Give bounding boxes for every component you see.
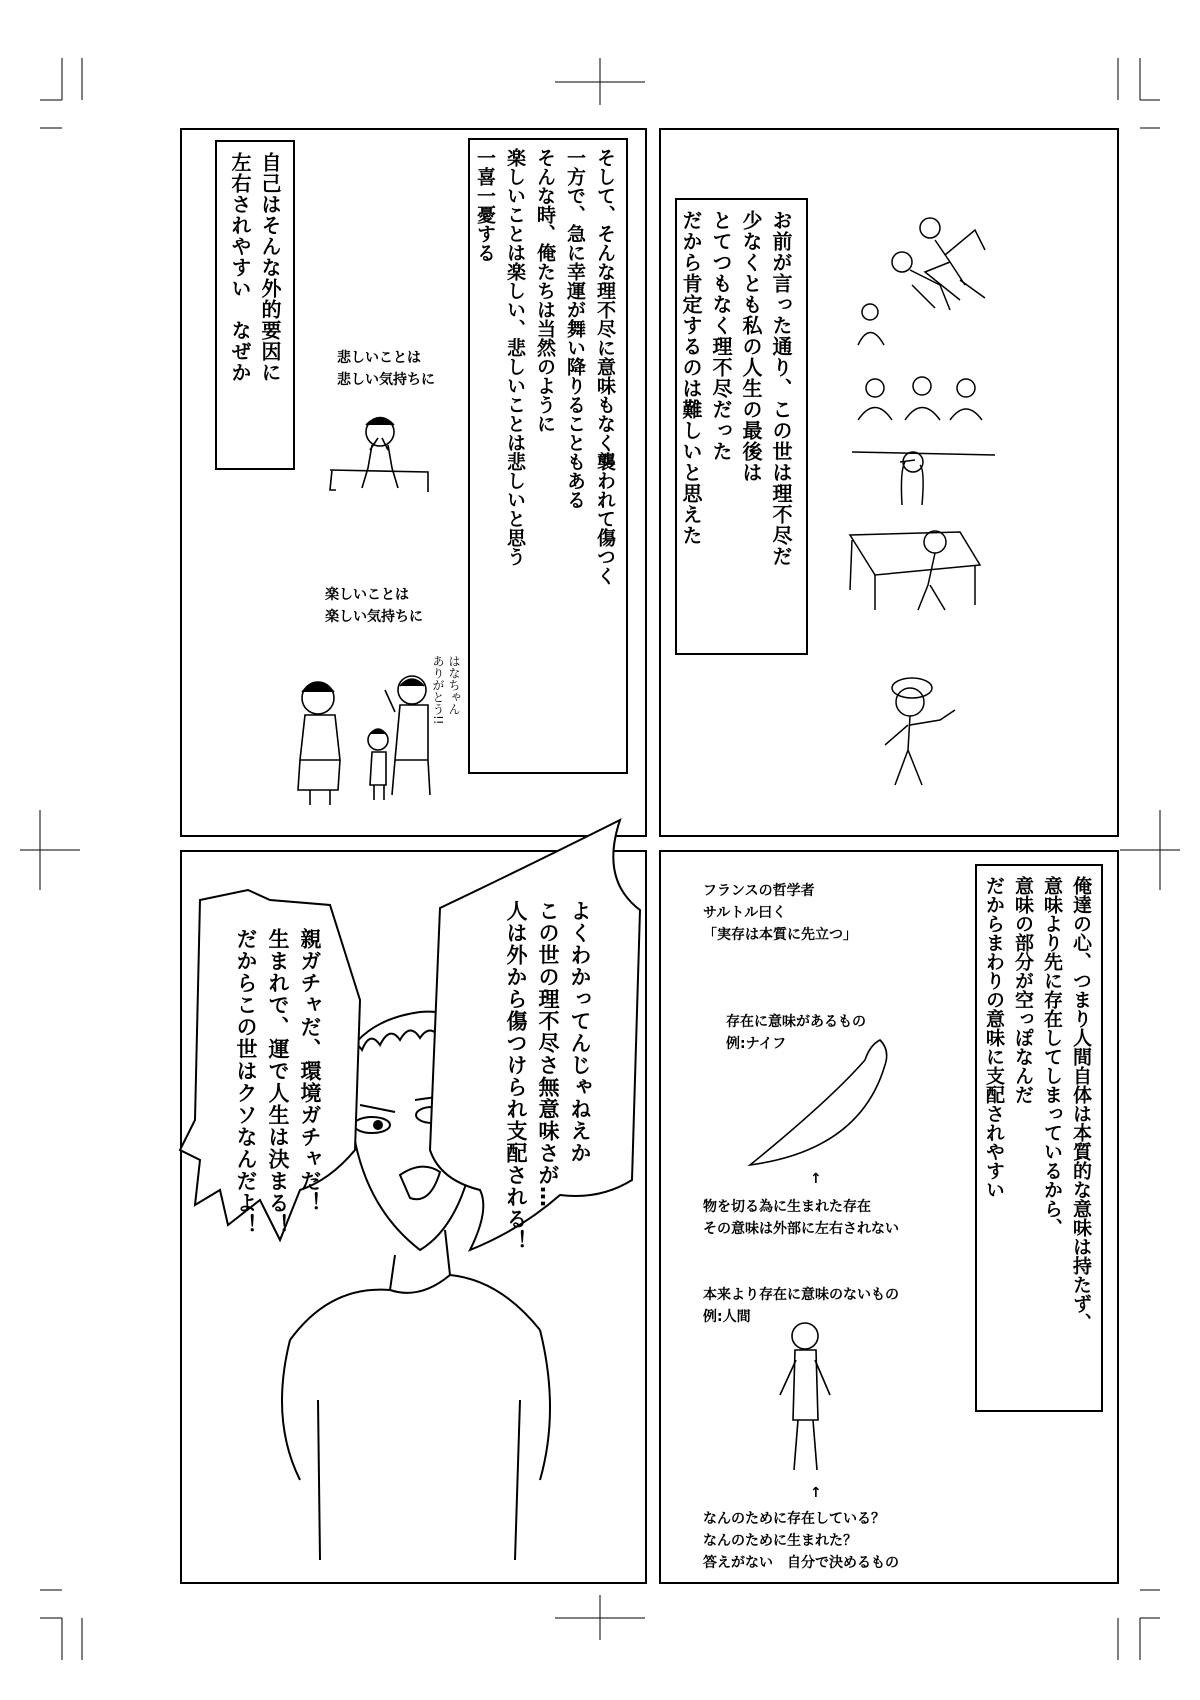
narration-box-top-right <box>675 198 808 655</box>
knife-drawing <box>750 1040 887 1165</box>
narration-text-side: 自己はそんな外的要因に 左右されやすい なぜか <box>228 152 282 383</box>
narration-text: お前が言った通り、この世は理不尽だ 少なくとも私の人生の最後は とてつもなく理不尽だった だから肯定するのは難しいと思えた <box>679 210 793 567</box>
speech-text-left: 親ガチャだ、環境ガチャだ！ 生まれで、運で人生は決まる！ だからこの世はクソなんだよ！ <box>234 928 322 1236</box>
knife-arrow: ↑ <box>810 1171 822 1187</box>
caption-sad: 悲しいことは 悲しい気持ちに <box>337 350 435 388</box>
knife-note: 物を切る為に生まれた存在 その意味は外部に左右されない <box>703 1199 899 1237</box>
human-drawing <box>780 1323 830 1470</box>
happy-figures <box>298 676 430 805</box>
sad-figure <box>330 418 428 493</box>
sartre-caption: フランスの哲学者 サルトル曰く 「実存は本質に先立つ」 <box>703 883 857 943</box>
memory-sketches <box>850 218 995 785</box>
narration-box-top-left-main <box>468 138 628 774</box>
handwritten-thanks: はなちゃん ありがとう!! <box>431 655 461 725</box>
human-label: 本来より存在に意味のないもの 例:人間 <box>703 1287 899 1325</box>
human-note: なんのために存在している？ なんのために生まれた？ 答えがない 自分で決めるもの <box>703 1511 899 1571</box>
narration-box-bottom-right <box>975 864 1103 1412</box>
narration-box-top-left-side <box>215 140 295 470</box>
narration-text-main: そして、そんな理不尽に意味もなく襲われて傷つく 一方で、急に幸運が舞い降りることもある そんな時、俺たちは当然のように 楽しいことは楽しい、悲しいことは悲しいと思う 一喜一憂する <box>474 148 616 585</box>
speech-text-right: よくわかってんじゃねえか この世の理不尽さ無意味さが… 人は外から傷つけられ支配される！ <box>504 900 592 1252</box>
caption-happy: 楽しいことは 楽しい気持ちに <box>325 587 423 625</box>
human-arrow: ↑ <box>810 1485 822 1501</box>
narration-text: 俺達の心、つまり人間自体は本質的な意味は持たず、 意味より先に存在してしまっているから、 意味の部分が空っぽなんだ だからまわりの意味に支配されやすい <box>983 876 1092 1332</box>
knife-label: 存在に意味があるもの 例:ナイフ <box>726 1014 866 1052</box>
